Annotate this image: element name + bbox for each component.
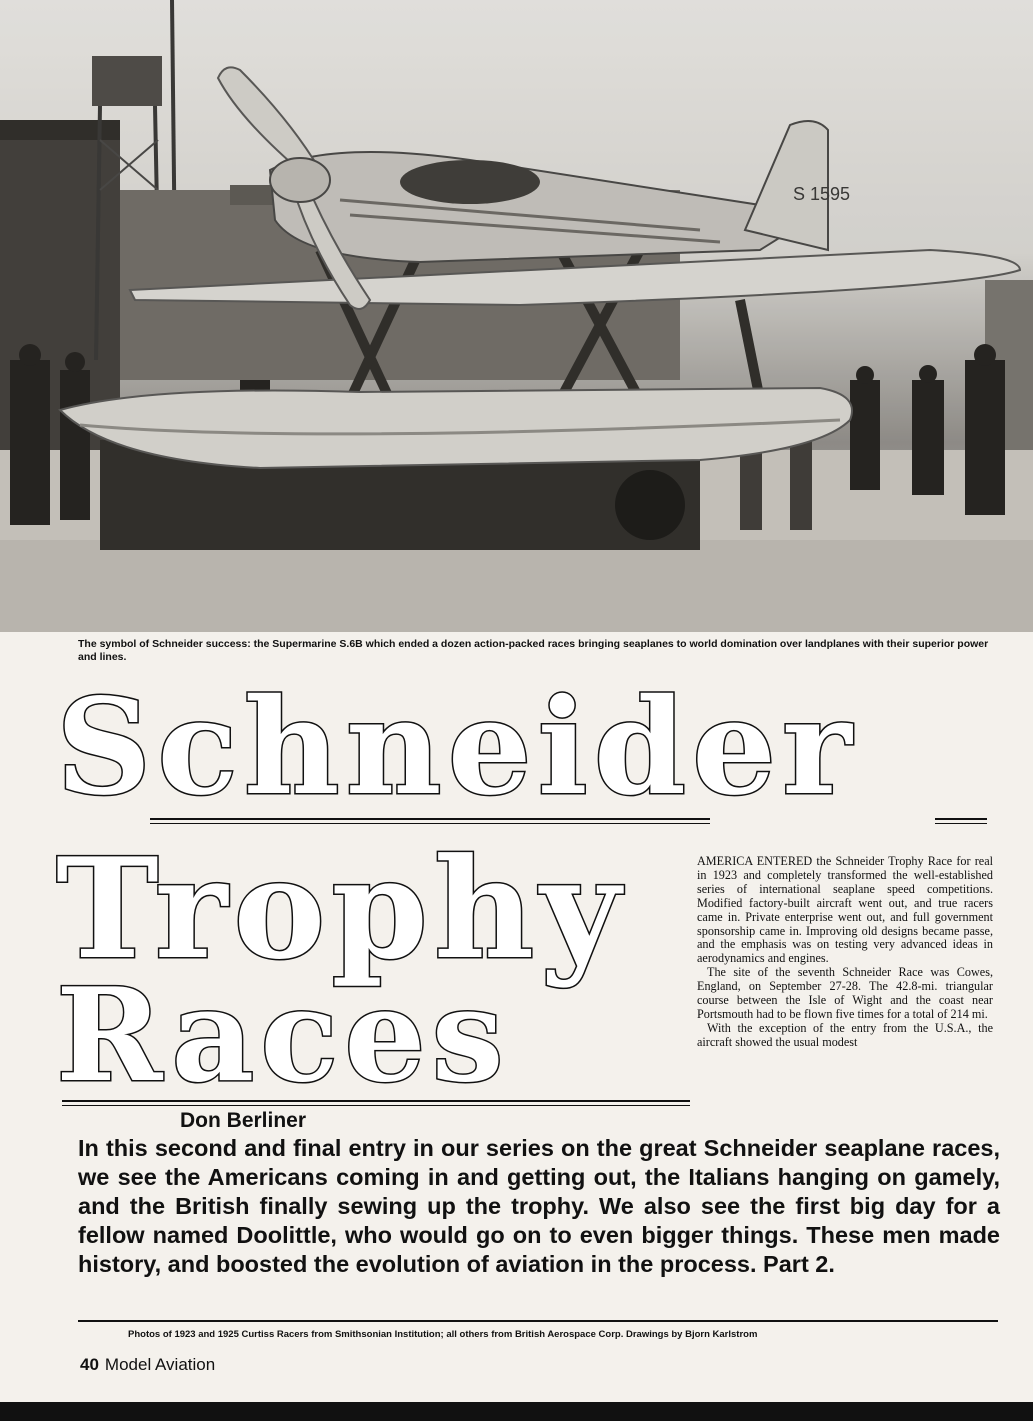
seaplane-photo [0, 0, 1033, 632]
magazine-name: Model Aviation [104, 1355, 216, 1374]
article-dek: In this second and final entry in our series on the great Schneider seaplane races, we see the Americans coming in and getting out, the Italians hanging on gamely, and the British finally sewing up the trophy. We also see the first big day for a fellow named Doolittle, who would go on to even bigger things. These men made history, and boosted the evolution of aviation in the process. Part 2. [78, 1135, 1000, 1277]
photo-caption: The symbol of Schneider success: the Supermarine S.6B which ended a dozen action-packed races bringing seaplanes to world domination over landplanes with their superior power and lines. [78, 638, 989, 663]
headline-rule [62, 1100, 690, 1106]
author-byline: Don Berliner [180, 1109, 307, 1132]
page-folio [80, 1355, 215, 1375]
headline-line-3: Races [56, 961, 510, 1111]
photo-credits: Photos of 1923 and 1925 Curtiss Racers from Smithsonian Institution; all others from British Aerospace Corp. Drawings by Bjorn Karlstrom [128, 1329, 758, 1340]
page-number: 40 [80, 1355, 99, 1374]
body-paragraph: With the exception of the entry from the U.S.A., the aircraft showed the usual modest [697, 1020, 993, 1049]
tail-marking: S 1595 [793, 184, 851, 204]
headline-rule [935, 818, 987, 824]
credits-rule [78, 1320, 998, 1322]
headline-line-1: Schneider [56, 670, 858, 825]
seaplane-illustration [0, 0, 1033, 632]
body-paragraph: The site of the seventh Schneider Race was Cowes, England, on September 27-28. The 42.8-mi. triangular course between the Isle of Wight and the coast near Portsmouth had to be flown five times for a total of 214 mi. [697, 965, 993, 1021]
headline-line-2: Trophy [56, 827, 627, 990]
lead-in-caps: AMERICA ENTERED [697, 855, 813, 868]
article-body [697, 855, 993, 1130]
body-paragraph: AMERICA ENTERED the Schneider Trophy Race for real in 1923 and completely transformed the well-established series of international seaplane speed competitions. Modified factory-built aircraft went out, and true racers came in. Private enterprise went out, and full government sponsorship came in. Improving old designs became passe, and the emphasis was on testing very advanced ideas in aerodynamics and engines. [697, 855, 993, 966]
headline-rule [150, 818, 710, 824]
